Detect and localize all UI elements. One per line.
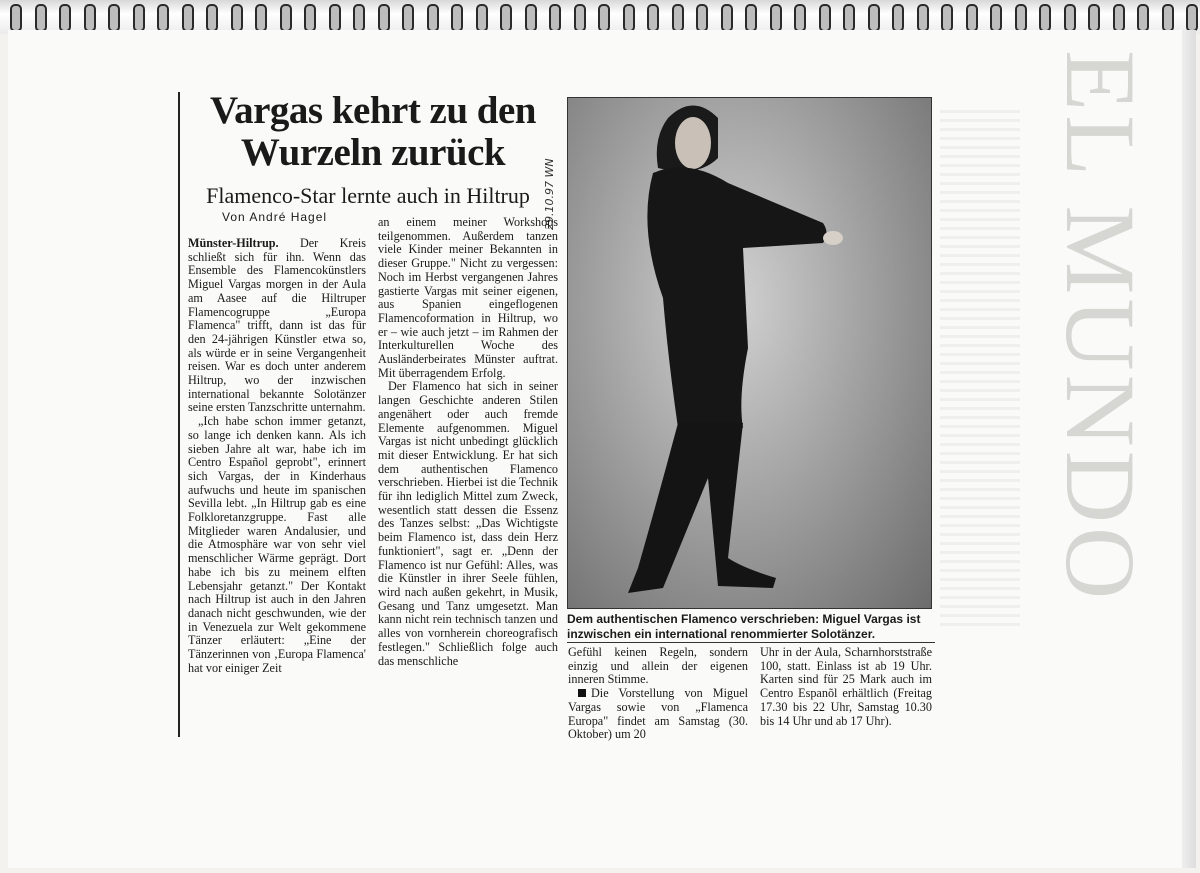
binding-coil <box>1162 4 1174 32</box>
binding-coil <box>378 4 390 32</box>
binding-coil <box>647 4 659 32</box>
binding-coil <box>598 4 610 32</box>
binding-coil <box>255 4 267 32</box>
dateline: Münster-Hiltrup. <box>188 236 279 250</box>
binding-coil <box>892 4 904 32</box>
text-column-3 <box>568 646 748 742</box>
binding-coil <box>574 4 586 32</box>
subheadline: Flamenco-Star lernte auch in Hiltrup <box>206 183 530 208</box>
binding-coil <box>329 4 341 32</box>
binding-coil <box>427 4 439 32</box>
headline <box>188 90 558 174</box>
binding-coil <box>672 4 684 32</box>
binding-coil <box>1186 4 1198 32</box>
text-column-1 <box>188 237 366 676</box>
caption-rule <box>567 642 935 643</box>
photo-caption: Dem authentischen Flamenco verschrieben: Miguel Vargas ist inzwischen ein international renommierter Solotänzer. <box>567 612 921 641</box>
binding-coil <box>1088 4 1100 32</box>
paragraph: an einem meiner Workshops teilgenommen. Außerdem tanzen viele Kinder meiner Bekannten in dieser Gruppe." Nicht zu vergessen: Noch im Herbst vergangenen Jahres gastierte Vargas mit seiner eigenen, aus Spanien eingeflogenen Flamencoformation in Hiltrup, wo er – wie auch jetzt – im Rahmen der Interkulturellen Woche des Ausländerbeirates Münster auftrat. Mit überragendem Erfolg. <box>378 215 558 380</box>
binding-coil <box>868 4 880 32</box>
binding-coil <box>10 4 22 32</box>
show-through-column <box>940 110 1020 630</box>
binding-coil <box>794 4 806 32</box>
text-column-2 <box>378 216 558 668</box>
binding-coil <box>1015 4 1027 32</box>
paragraph <box>568 687 748 742</box>
binding-coil <box>476 4 488 32</box>
binding-coil <box>745 4 757 32</box>
dancer-photo <box>567 97 932 609</box>
binding-coil <box>623 4 635 32</box>
square-bullet-icon <box>578 689 586 697</box>
binding-coil <box>231 4 243 32</box>
column-rule <box>178 92 180 737</box>
paragraph: „Ich habe schon immer getanzt, so lange ich denken kann. Als ich sieben Jahre alt war, habe ich im Centro Español geprobt", erinnert sich Vargas, der in Kinderhaus aufwuchs und heute im spanischen Sevilla lebt. „In Hiltrup gab es eine Folkloretanzgruppe. Fast alle Mitglieder waren Andalusier, und die Atmosphäre war von sehr viel menschlicher Wärme geprägt. Dort habe ich bis zu meinem elften Lebensjahr getanzt." Der Kontakt nach Hiltrup ist auch in den Jahren danach nicht geschwunden, wie der in Venezuela zur Welt gekommene Tänzer erläutert: „Eine der Tänzerinnen von ‚Europa Flamenca' hat vor einiger Zeit <box>188 414 366 675</box>
binding-coil <box>59 4 71 32</box>
binding-coil <box>549 4 561 32</box>
binding-coil <box>1137 4 1149 32</box>
binding-coil <box>525 4 537 32</box>
binding-coil <box>1039 4 1051 32</box>
binding-coil <box>990 4 1002 32</box>
binding-coil <box>941 4 953 32</box>
binding-coil <box>843 4 855 32</box>
paragraph-text: Der Kreis schließt sich für ihn. Wenn das Ensemble des Flamencokünstlers Miguel Vargas morgen in der Aula am Aasee auf die Hiltruper Flamencogruppe „Europa Flamenca" trifft, dann ist das für den 24-jährigen Künstler etwa so, als würde er in seine Vergangenheit reisen. War es doch unter anderem Hiltrup, wo der inzwischen international bekannte Solotänzer seine ersten Tanzschritte unternahm. <box>188 236 366 415</box>
binding-coil <box>696 4 708 32</box>
binding-coil <box>451 4 463 32</box>
binding-coil <box>770 4 782 32</box>
paragraph-text: Die Vorstellung von Miguel Vargas sowie von „Flamenca Europa" findet am Samstag (30. Oktober) um 20 <box>568 686 748 742</box>
binding-coil <box>84 4 96 32</box>
binding-coil <box>280 4 292 32</box>
binding-coil <box>108 4 120 32</box>
dancer-figure <box>568 98 931 608</box>
binding-coil <box>402 4 414 32</box>
headline-line-1: Vargas kehrt zu den <box>210 89 536 132</box>
binding-coil <box>500 4 512 32</box>
binding-coil <box>206 4 218 32</box>
byline: Von André Hagel <box>222 210 328 224</box>
paragraph: Der Flamenco hat sich in seiner langen Geschichte anderen Stilen angenähert oder auch fremde Elemente aufgenommen. Miguel Vargas ist nicht unbedingt glücklich mit dieser Entwicklung. Er hat sich dem authentischen Flamenco verschrieben. Hierbei ist die Technik für ihn lediglich Mittel zum Zweck, wesentlich statt dessen die Essenz des Tanzes selbst: „Das Wichtigste beim Flamenco ist, dass dein Herz funktioniert", sagt er. „Denn der Flamenco ist nur Gefühl: Alles, was die Künstler in ihrer Seele fühlen, wird nach außen gekehrt, in Musik, Gesang und Tanz umgesetzt. Man kann nicht rein technisch tanzen und alles von vornherein choreografisch festlegen." Schließlich folge auch das menschliche <box>378 379 558 668</box>
text-column-4 <box>760 646 932 728</box>
paragraph <box>188 237 366 415</box>
binding-coil <box>35 4 47 32</box>
binding-coil <box>353 4 365 32</box>
binding-coil <box>819 4 831 32</box>
headline-line-2: Wurzeln zurück <box>240 131 506 174</box>
paragraph: Gefühl keinen Regeln, sondern einzig und allein der eigenen inneren Stimme. <box>568 645 748 687</box>
spiral-binding <box>0 0 1200 34</box>
show-through-masthead: EL MUNDO <box>1045 50 1156 604</box>
binding-coil <box>182 4 194 32</box>
page-edge-shadow <box>1182 30 1196 868</box>
binding-coil <box>721 4 733 32</box>
binding-coil <box>1064 4 1076 32</box>
binding-coil <box>157 4 169 32</box>
paragraph: Uhr in der Aula, Scharnhorststraße 100, statt. Einlass ist ab 19 Uhr. Karten sind für 25 Mark auch im Centro Espanõl erhältlich (Freitag 17.30 bis 22 Uhr, Samstag 10.30 bis 14 Uhr und ab 17 Uhr). <box>760 645 932 728</box>
binding-coil <box>966 4 978 32</box>
binding-coil <box>304 4 316 32</box>
binding-coil <box>917 4 929 32</box>
handwritten-date-note: 29.10.97 WN <box>543 158 556 230</box>
binding-coil <box>1113 4 1125 32</box>
binding-coil <box>133 4 145 32</box>
